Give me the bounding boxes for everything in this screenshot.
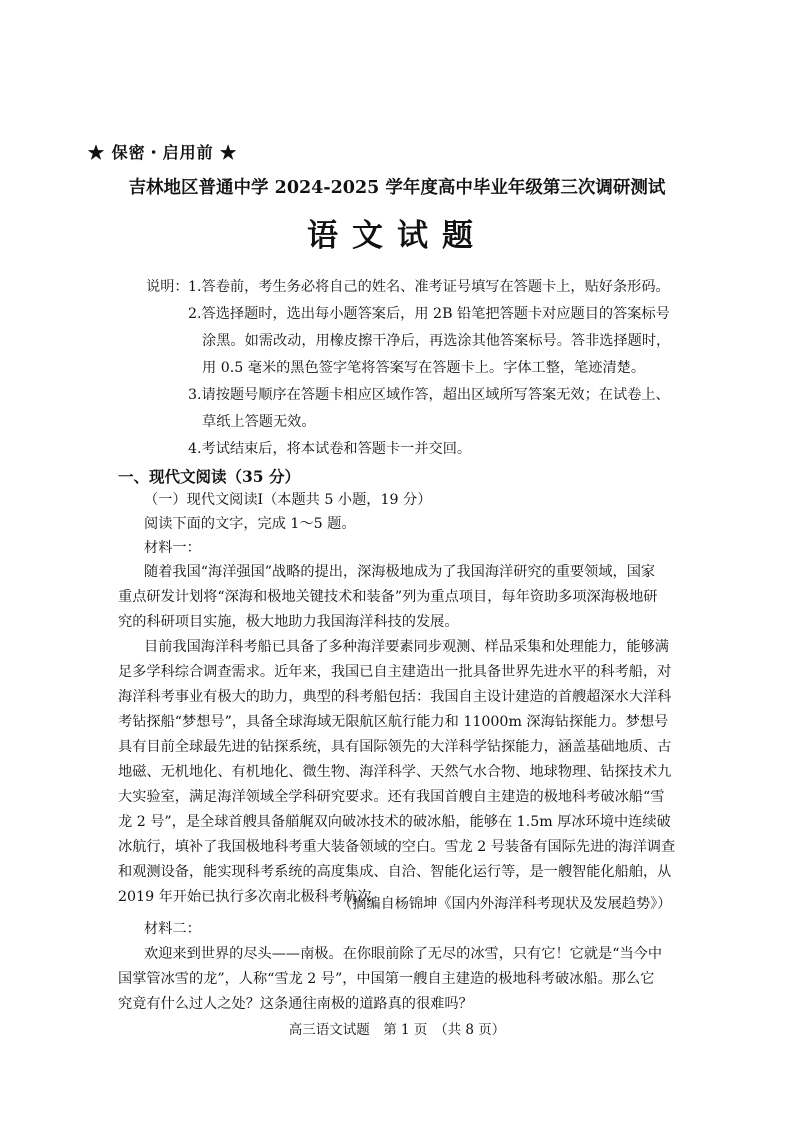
instructions-label: 说明： — [146, 279, 189, 295]
material-1-line: 地磁、无机地化、有机地化、微生物、海洋科学、天然气水合物、地球物理、钻探技术九 — [118, 764, 672, 780]
confidential-mark: ★ 保密・启用前 ★ — [88, 143, 238, 162]
instruction-2-cont: 涂黑。如需改动，用橡皮擦干净后，再选涂其他答案标号。答非选择题时， — [202, 333, 671, 349]
material-1-line: 究的科研项目实施，极大地助力我国海洋科技的发展。 — [118, 614, 459, 630]
instruction-3-cont: 草纸上答题无效。 — [202, 414, 316, 430]
material-1-line: 和观测设备，能实现科考系统的高度集成、自洽、智能化运行等，是一艘智能化船舶，从 — [118, 864, 672, 880]
instruction-2: 2.答选择题时，选出每小题答案后，用 2B 铅笔把答题卡对应题目的答案标号 — [188, 306, 670, 322]
material-1-line: 重点研发计划将“深海和极地关键技术和装备”列为重点项目，每年资助多项深海极地研 — [118, 589, 658, 605]
reading-directive: 阅读下面的文字，完成 1～5 题。 — [144, 516, 356, 532]
section-heading: 一、现代文阅读（35 分） — [118, 467, 300, 486]
material-1-label: 材料一： — [144, 540, 201, 556]
instruction-4: 4.考试结束后，将本试卷和答题卡一并交回。 — [188, 441, 472, 457]
instruction-2-cont: 用 0.5 毫米的黑色签字笔将答案写在答题卡上。字体工整，笔迹清楚。 — [202, 360, 646, 376]
exam-title: 吉林地区普通中学 2024-2025 学年度高中毕业年级第三次调研测试 — [128, 178, 666, 198]
material-2-line: 国掌管冰雪的龙”，人称“雪龙 2 号”，中国第一艘自主建造的极地科考破冰船。那么它 — [118, 971, 655, 987]
material-1-line: 冰航行，填补了我国极地科考重大装备领域的空白。雪龙 2 号装备有国际先进的海洋调查 — [118, 839, 676, 855]
material-2-line: 欢迎来到世界的尽头——南极。在你眼前除了无尽的冰雪，只有它！它就是“当今中 — [144, 946, 663, 962]
material-1-line: 随着我国“海洋强国”战略的提出，深海极地成为了我国海洋研究的重要领域，国家 — [144, 564, 656, 580]
material-1-line: 2019 年开始已执行多次南北极科考航次。 — [118, 889, 386, 905]
material-1-line: 大实验室，满足海洋领域全学科研究要求。还有我国首艘自主建造的极地科考破冰船“雪 — [118, 789, 665, 805]
material-2-label: 材料二： — [144, 921, 201, 937]
material-1-line: 考钻探船“梦想号”，具备全球海域无限航区航行能力和 11000m 深海钻探能力。梦想号 — [118, 714, 669, 730]
material-1-line: 足多学科综合调查需求。近年来，我国已自主建造出一批具备世界先进水平的科考船，对 — [118, 664, 672, 680]
subject-title: 语文试题 — [307, 218, 487, 254]
instruction-3: 3.请按题号顺序在答题卡相应区域作答，超出区域所写答案无效；在试卷上、 — [188, 387, 670, 403]
page-footer: 高三语文试题 第 1 页 （共 8 页） — [288, 1022, 506, 1038]
material-1-line: 龙 2 号”，是全球首艘具备艏艉双向破冰技术的破冰船，能够在 1.5m 厚冰环境中连续破 — [118, 814, 671, 830]
material-1-line: 目前我国海洋科考船已具备了多种海洋要素同步观测、样品采集和处理能力，能够满 — [144, 639, 669, 655]
part-heading: （一）现代文阅读Ⅰ（本题共 5 小题，19 分） — [144, 492, 432, 508]
material-2-line: 究竟有什么过人之处？这条通往南极的道路真的很难吗？ — [118, 996, 473, 1012]
material-1-source: （摘编自杨锦坤《国内外海洋科考现状及发展趋势》） — [338, 896, 672, 912]
instruction-1: 1.答卷前，考生务必将自己的姓名、准考证号填写在答题卡上，贴好条形码。 — [188, 279, 670, 295]
material-1-line: 具有目前全球最先进的钻探系统，具有国际领先的大洋科学钻探能力，涵盖基础地质、古 — [118, 739, 672, 755]
material-1-line: 海洋科考事业有极大的助力，典型的科考船包括：我国自主设计建造的首艘超深水大洋科 — [118, 689, 672, 705]
